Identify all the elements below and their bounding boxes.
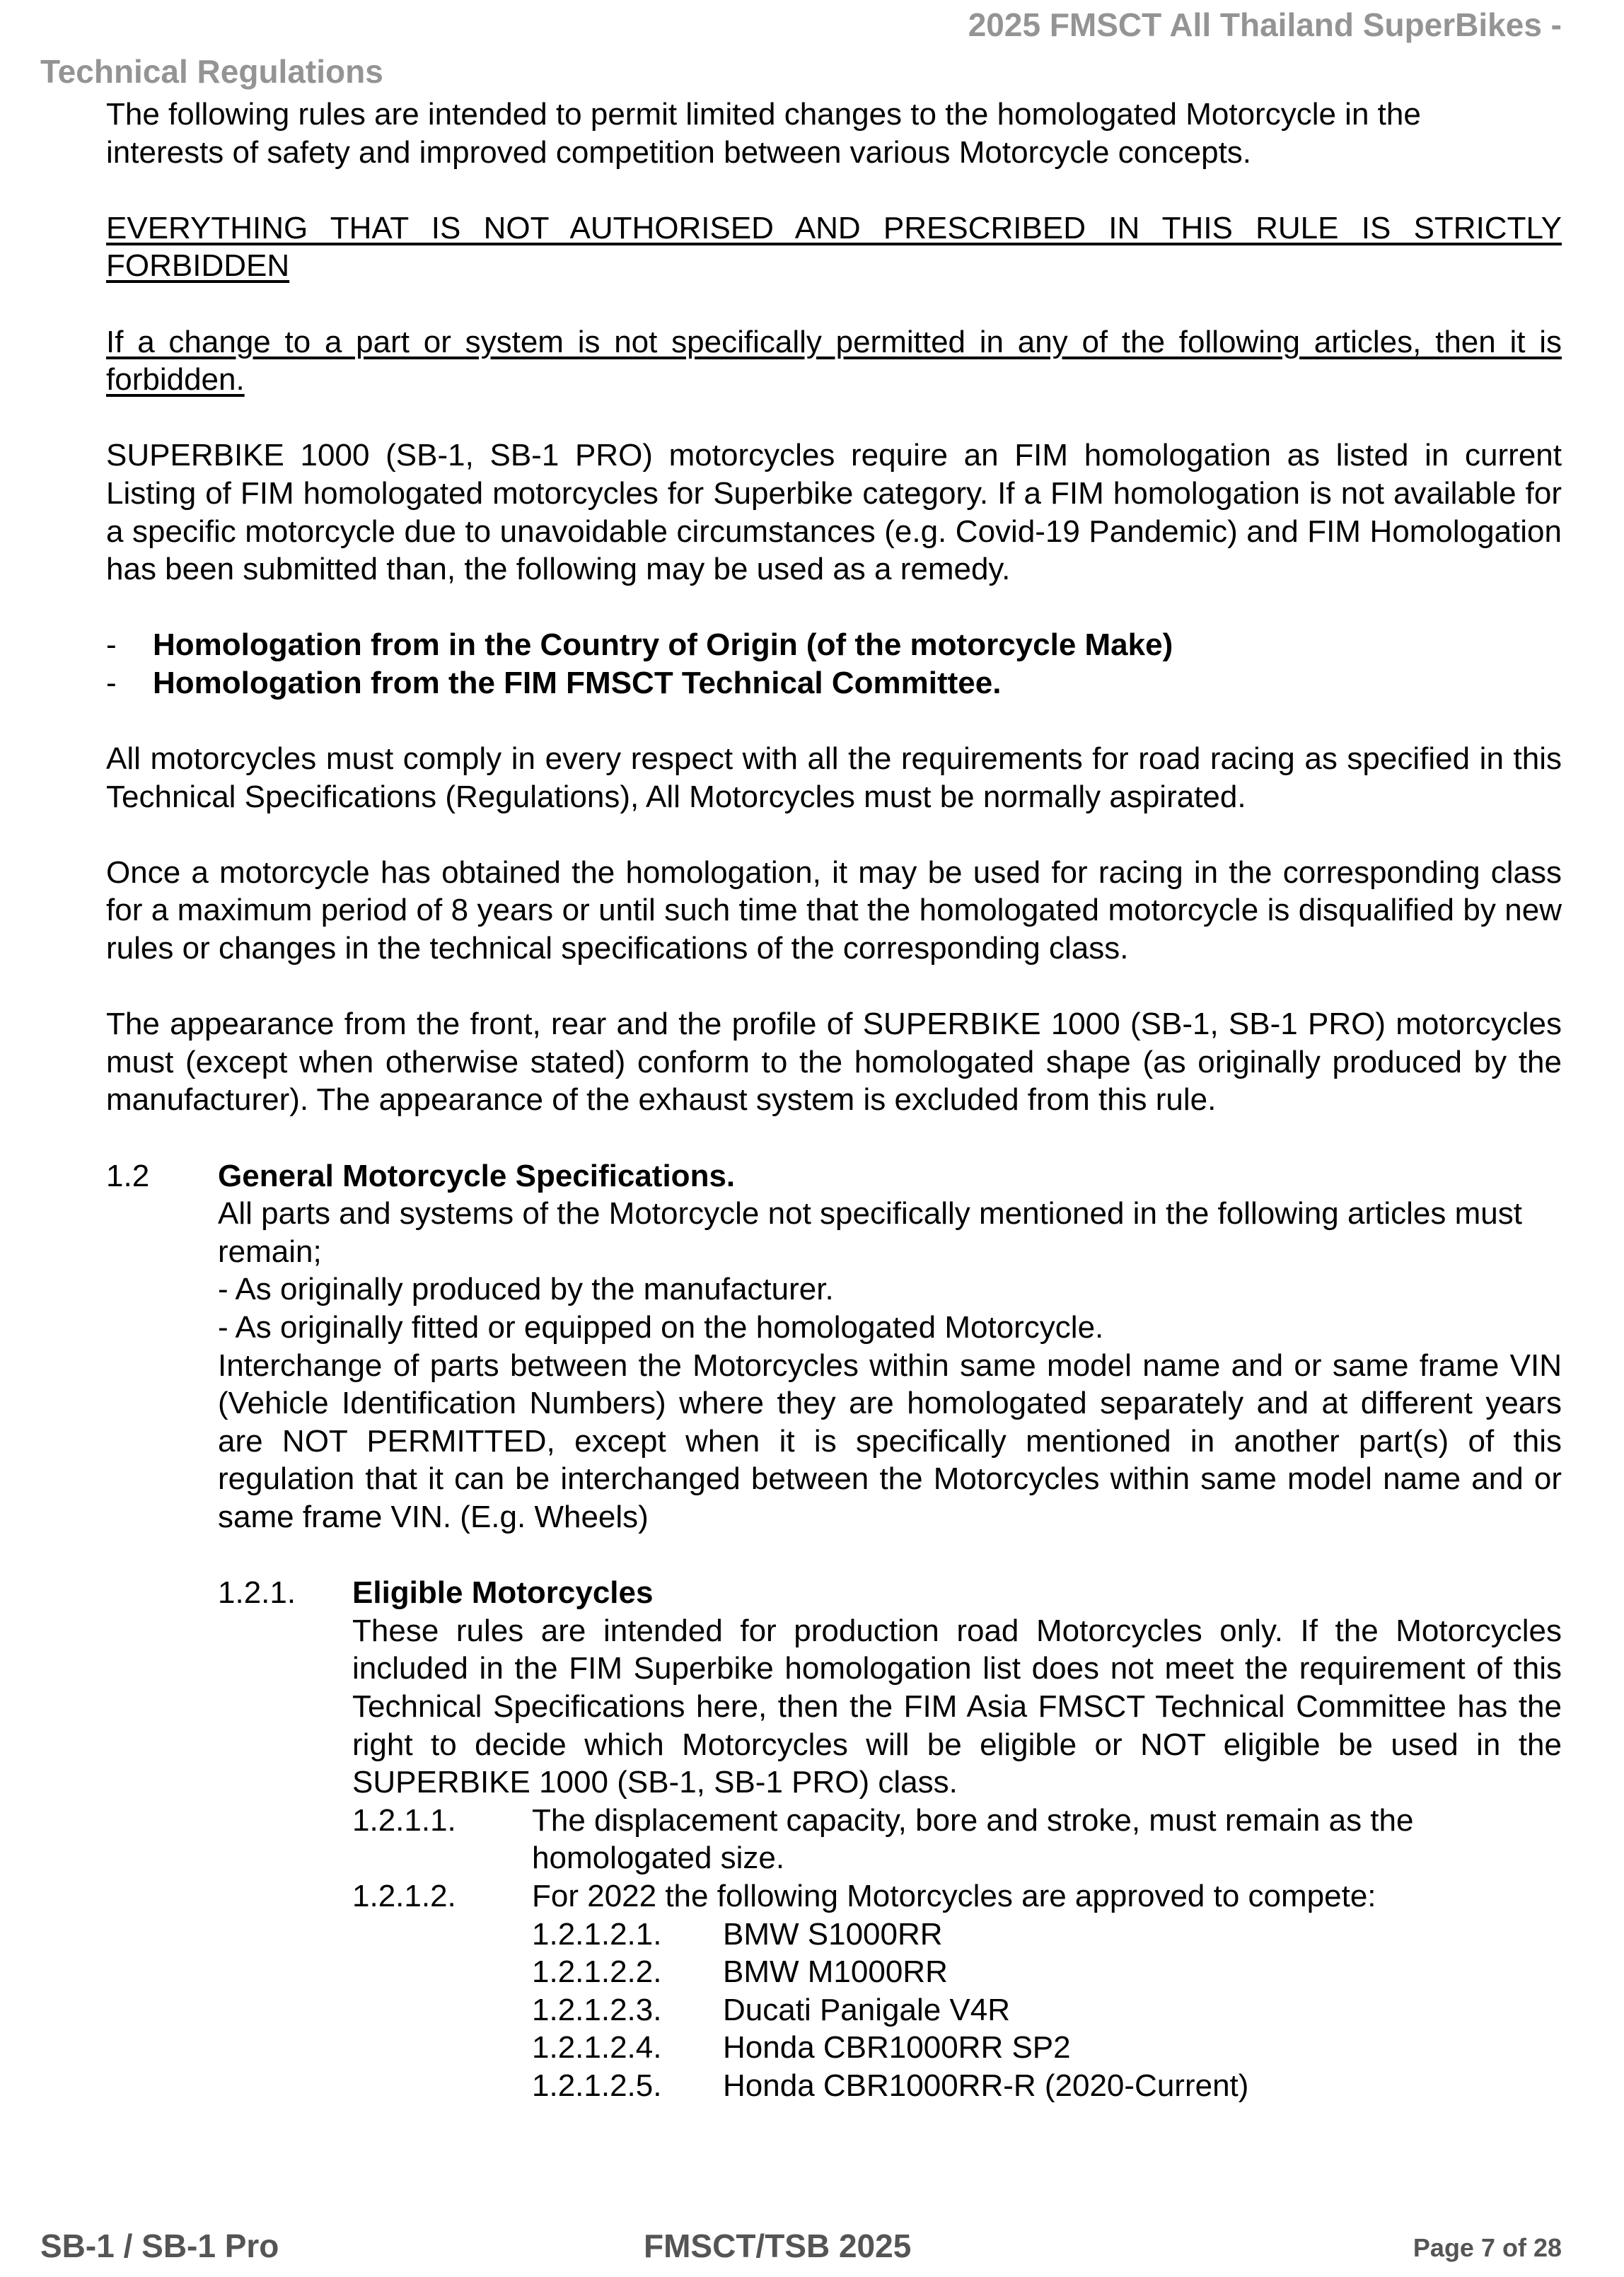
homologation-paragraph: SUPERBIKE 1000 (SB-1, SB-1 PRO) motorcycles require an FIM homologation as listed in current Listing of FIM homologated motorcycles for Superbike category. If a FIM homologation is not available for a specific motorcycle due to unavoidable circumstances (e.g. Covid-19 Pandemic) and FIM Homologation has been submitted than, the following may be used as a remedy. — [106, 438, 1562, 587]
section-number: 1.2.1.1. — [352, 1802, 456, 1838]
section-1-2 — [106, 1157, 1562, 2105]
homologation-period-paragraph: Once a motorcycle has obtained the homologation, it may be used for racing in the corresponding class for a maximum period of 8 years or until such time that the homologated motorcycle is disqualified by new rules or changes in the technical specifications of the corresponding class. — [106, 854, 1562, 966]
section-number: 1.2.1. — [218, 1575, 296, 1611]
section-1-2-1 — [218, 1574, 1562, 1802]
item-text: Ducati Panigale V4R — [723, 1992, 1011, 2027]
section-line: - As originally fitted or equipped on the homologated Motorcycle. — [218, 1310, 1104, 1345]
section-1-2-1-subitems — [218, 1802, 1562, 2105]
header-title: 2025 FMSCT All Thailand SuperBikes - — [968, 6, 1562, 43]
section-number: 1.2 — [106, 1158, 150, 1193]
bullet-item — [106, 626, 1562, 664]
header-subtitle: Technical Regulations — [40, 53, 383, 90]
item-number: 1.2.1.2.3. — [532, 1992, 662, 2027]
section-line: - As originally produced by the manufacturer. — [218, 1272, 834, 1307]
item-text: Honda CBR1000RR SP2 — [723, 2030, 1071, 2065]
section-text: For 2022 the following Motorcycles are approved to compete: — [532, 1878, 1376, 1913]
bullet-text: Homologation from in the Country of Origin (of the motorcycle Make) — [153, 627, 1173, 663]
footer-class-label: SB-1 / SB-1 Pro — [40, 2227, 279, 2264]
bullet-item — [106, 664, 1562, 702]
bullet-text: Homologation from the FIM FMSCT Technical Committee. — [153, 665, 1002, 700]
forbidden-change-warning: If a change to a part or system is not specifically permitted in any of the following articles, then it is forbidden. — [106, 324, 1562, 398]
footer-document-id: FMSCT/TSB 2025 — [644, 2227, 912, 2264]
item-number: 1.2.1.2.5. — [532, 2068, 662, 2103]
section-title: General Motorcycle Specifications. — [218, 1158, 736, 1193]
item-text: BMW M1000RR — [723, 1954, 948, 1990]
footer-page-number: Page 7 of 28 — [1413, 2233, 1562, 2262]
list-item — [532, 1991, 1562, 2029]
list-item — [532, 2067, 1562, 2105]
eligibility-paragraph: These rules are intended for production road Motorcycles only. If the Motorcycles included in the FIM Superbike homologation list does not meet the requirement of this Technical Specifications here, then the FIM Asia FMSCT Technical Committee has the right to decide which Motorcycles will be eligible or NOT eligible be used in the SUPERBIKE 1000 (SB-1, SB-1 PRO) class. — [352, 1613, 1562, 1800]
section-number: 1.2.1.2. — [352, 1878, 456, 1913]
intro-paragraph: The following rules are intended to permit limited changes to the homologated Motorcycle in the interests of safety and improved competition between various Motorcycle concepts. — [106, 97, 1421, 170]
item-number: 1.2.1.2.2. — [532, 1954, 662, 1990]
dash-bullet: - — [106, 627, 117, 663]
compliance-paragraph: All motorcycles must comply in every respect with all the requirements for road racing as specified in this Technical Specifications (Regulations), All Motorcycles must be normally aspirated. — [106, 741, 1562, 814]
list-item — [532, 1953, 1562, 1991]
list-item — [532, 2029, 1562, 2067]
section-text: The displacement capacity, bore and stroke, must remain as the homologated size. — [532, 1802, 1414, 1876]
item-text: BMW S1000RR — [723, 1916, 943, 1952]
forbidden-warning: EVERYTHING THAT IS NOT AUTHORISED AND PRESCRIBED IN THIS RULE IS STRICTLY FORBIDDEN — [106, 210, 1562, 284]
item-number: 1.2.1.2.4. — [532, 2030, 662, 2065]
item-number: 1.2.1.2.1. — [532, 1916, 662, 1952]
interchange-paragraph: Interchange of parts between the Motorcycles within same model name and or same frame VIN (Vehicle Identification Numbers) where they are homologated separately and at different years are NOT PERMITTED, except when it is specifically mentioned in another part(s) of this regulation that it can be interchanged between the Motorcycles within same model name and or same frame VIN. (E.g. Wheels) — [218, 1348, 1562, 1534]
document-body — [106, 95, 1562, 2104]
section-1-2-1-1 — [352, 1802, 1562, 1877]
item-text: Honda CBR1000RR-R (2020-Current) — [723, 2068, 1249, 2103]
section-1-2-1-2 — [352, 1877, 1562, 2105]
dash-bullet: - — [106, 665, 117, 700]
section-text: All parts and systems of the Motorcycle not specifically mentioned in the following articles must remain; — [218, 1196, 1522, 1269]
section-title: Eligible Motorcycles — [352, 1575, 654, 1611]
appearance-paragraph: The appearance from the front, rear and the profile of SUPERBIKE 1000 (SB-1, SB-1 PRO) motorcycles must (except when otherwise stated) conform to the homologated shape (as originally produced by the manufacturer). The appearance of the exhaust system is excluded from this rule. — [106, 1007, 1562, 1118]
list-item — [532, 1916, 1562, 1954]
